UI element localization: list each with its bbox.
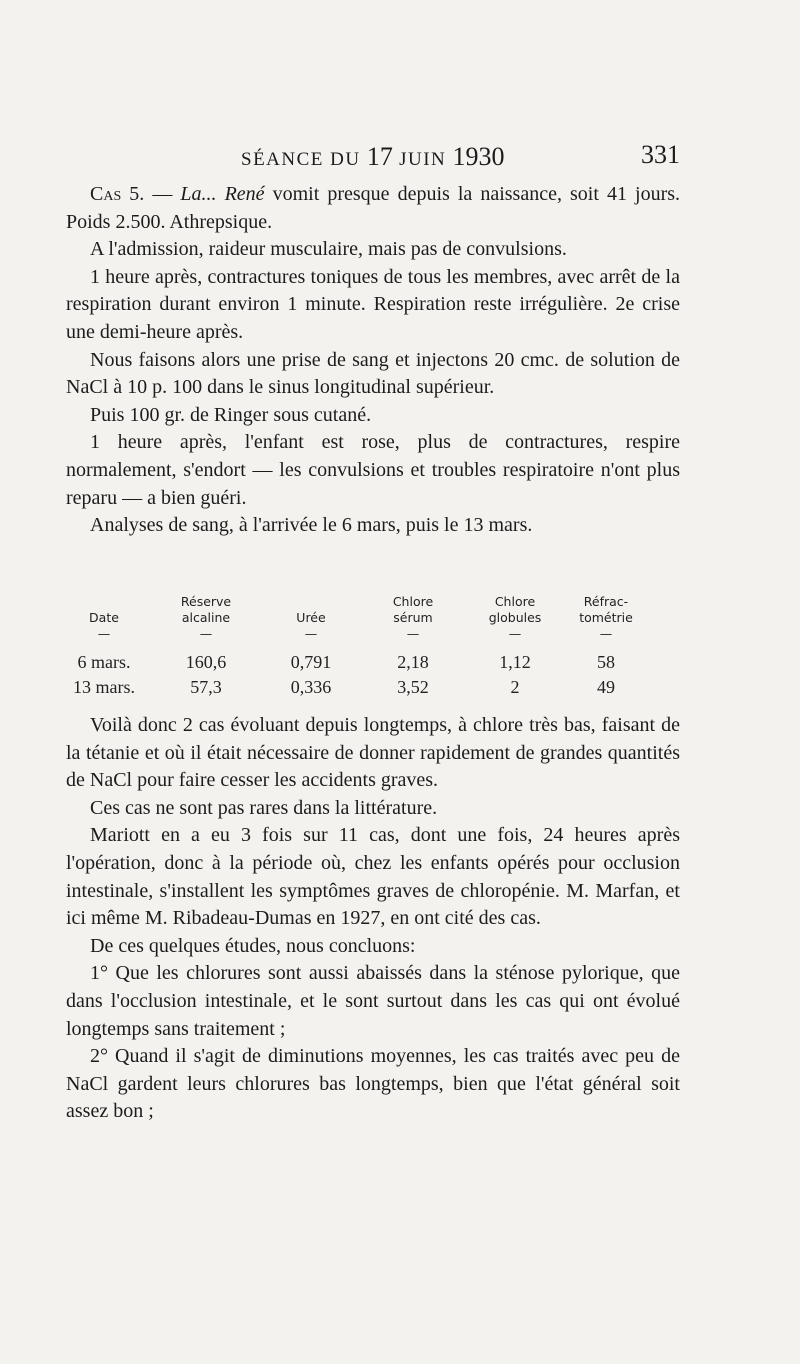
paragraph: 1° Que les chlorures sont aussi abaissés dans la sténose pylorique, que dans l'occlusion intestinale, et le sont surtout dans les cas qui ont évolué longtemps sans traitement ;: [66, 962, 680, 1040]
running-title-year: 1930: [452, 142, 505, 171]
table-header-row-1: [66, 594, 680, 610]
case-text: vomit presque depuis la naissance, soit 41 jours. Poids 2.500. Athrepsique.: [66, 183, 681, 233]
table-header-cell: Réfrac-: [583, 594, 629, 609]
table-cell: 160,6: [185, 652, 227, 672]
paragraph: Mariott en a eu 3 fois sur 11 cas, dont une fois, 24 heures après l'opération, donc à la période où, chez les enfants opérés pour occlusion intestinale, s'installent les symptômes graves de chloropénie. M. Marfan, et ici même M. Ribadeau-Dumas en 1927, en ont cité des cas.: [66, 824, 680, 930]
paragraph: Nous faisons alors une prise de sang et injectons 20 cmc. de solution de NaCl à 10 p. 100 dans le sinus longitudinal supérieur.: [66, 348, 680, 399]
paragraph: Analyses de sang, à l'arrivée le 6 mars, puis le 13 mars.: [90, 514, 533, 537]
table-header-cell: alcaline: [181, 610, 231, 625]
running-title: [241, 142, 505, 172]
table-cell: 57,3: [190, 677, 222, 697]
paragraph: 1 heure après, l'enfant est rose, plus de contractures, respire normalement, s'endort — les convulsions et troubles respiratoire n'ont plus reparu — a bien guéri.: [66, 431, 680, 509]
table-cell: 58: [597, 652, 615, 672]
table-rule-row: [66, 626, 680, 652]
running-title-day: 17: [366, 142, 393, 171]
table-rule: —: [599, 626, 613, 641]
case-paragraph: [66, 181, 680, 236]
case-name: La... René: [180, 183, 265, 205]
table-header-cell: Réserve: [180, 594, 232, 609]
table-header-cell: sérum: [393, 610, 433, 625]
table-header-row-2: [66, 610, 680, 626]
body-text-top: [66, 181, 680, 540]
body-text-bottom: [66, 712, 680, 1126]
table-row: [66, 652, 680, 677]
running-header: [66, 138, 680, 172]
table-rule: —: [508, 626, 522, 641]
paragraph: Voilà donc 2 cas évoluant depuis longtemps, à chlore très bas, faisant de la tétanie et où il était nécessaire de donner rapidement de grandes quantités de NaCl pour faire cesser les accidents graves.: [66, 714, 680, 792]
table-header-cell: tométrie: [579, 610, 633, 625]
running-title-month: JUIN: [392, 149, 453, 170]
page-number: 331: [641, 140, 680, 169]
table-cell: 2: [510, 677, 520, 697]
table-cell: 13 mars.: [73, 677, 135, 697]
paragraph: De ces quelques études, nous concluons:: [90, 934, 416, 957]
table-cell: 49: [597, 677, 615, 697]
table-cell: 6 mars.: [77, 652, 131, 672]
table-rule: —: [199, 626, 213, 641]
table-header-cell: globules: [488, 610, 542, 625]
table-header-cell: Date: [89, 610, 119, 625]
paragraph: A l'admission, raideur musculaire, mais pas de convulsions.: [90, 238, 567, 261]
table-rule: —: [406, 626, 420, 641]
blood-analysis-table: [66, 594, 680, 702]
table-row: [66, 677, 680, 702]
running-title-seance: SÉANCE DU: [241, 149, 367, 170]
paragraph: Ces cas ne sont pas rares dans la littérature.: [90, 796, 438, 819]
table-cell: 1,12: [499, 652, 531, 672]
table-cell: 0,791: [290, 652, 332, 672]
table-header-cell: Chlore: [494, 594, 536, 609]
table-rule: —: [97, 626, 111, 641]
table-header-cell: Chlore: [392, 594, 434, 609]
table-rule: —: [304, 626, 318, 641]
table-cell: 2,18: [397, 652, 429, 672]
table-header-cell: Urée: [296, 610, 326, 625]
paragraph: 2° Quand il s'agit de diminutions moyennes, les cas traités avec peu de NaCl gardent leurs chlorures bas longtemps, bien que l'état général soit assez bon ;: [66, 1045, 680, 1123]
paragraph: Puis 100 gr. de Ringer sous cutané.: [90, 403, 372, 426]
paragraph: 1 heure après, contractures toniques de tous les membres, avec arrêt de la respiration durant environ 1 minute. Respiration reste irrégulière. 2e crise une demi-heure après.: [66, 265, 680, 343]
table-cell: 0,336: [290, 677, 332, 697]
table-cell: 3,52: [397, 677, 429, 697]
case-label: Cas 5.: [90, 183, 145, 205]
case-dash: —: [144, 183, 181, 205]
